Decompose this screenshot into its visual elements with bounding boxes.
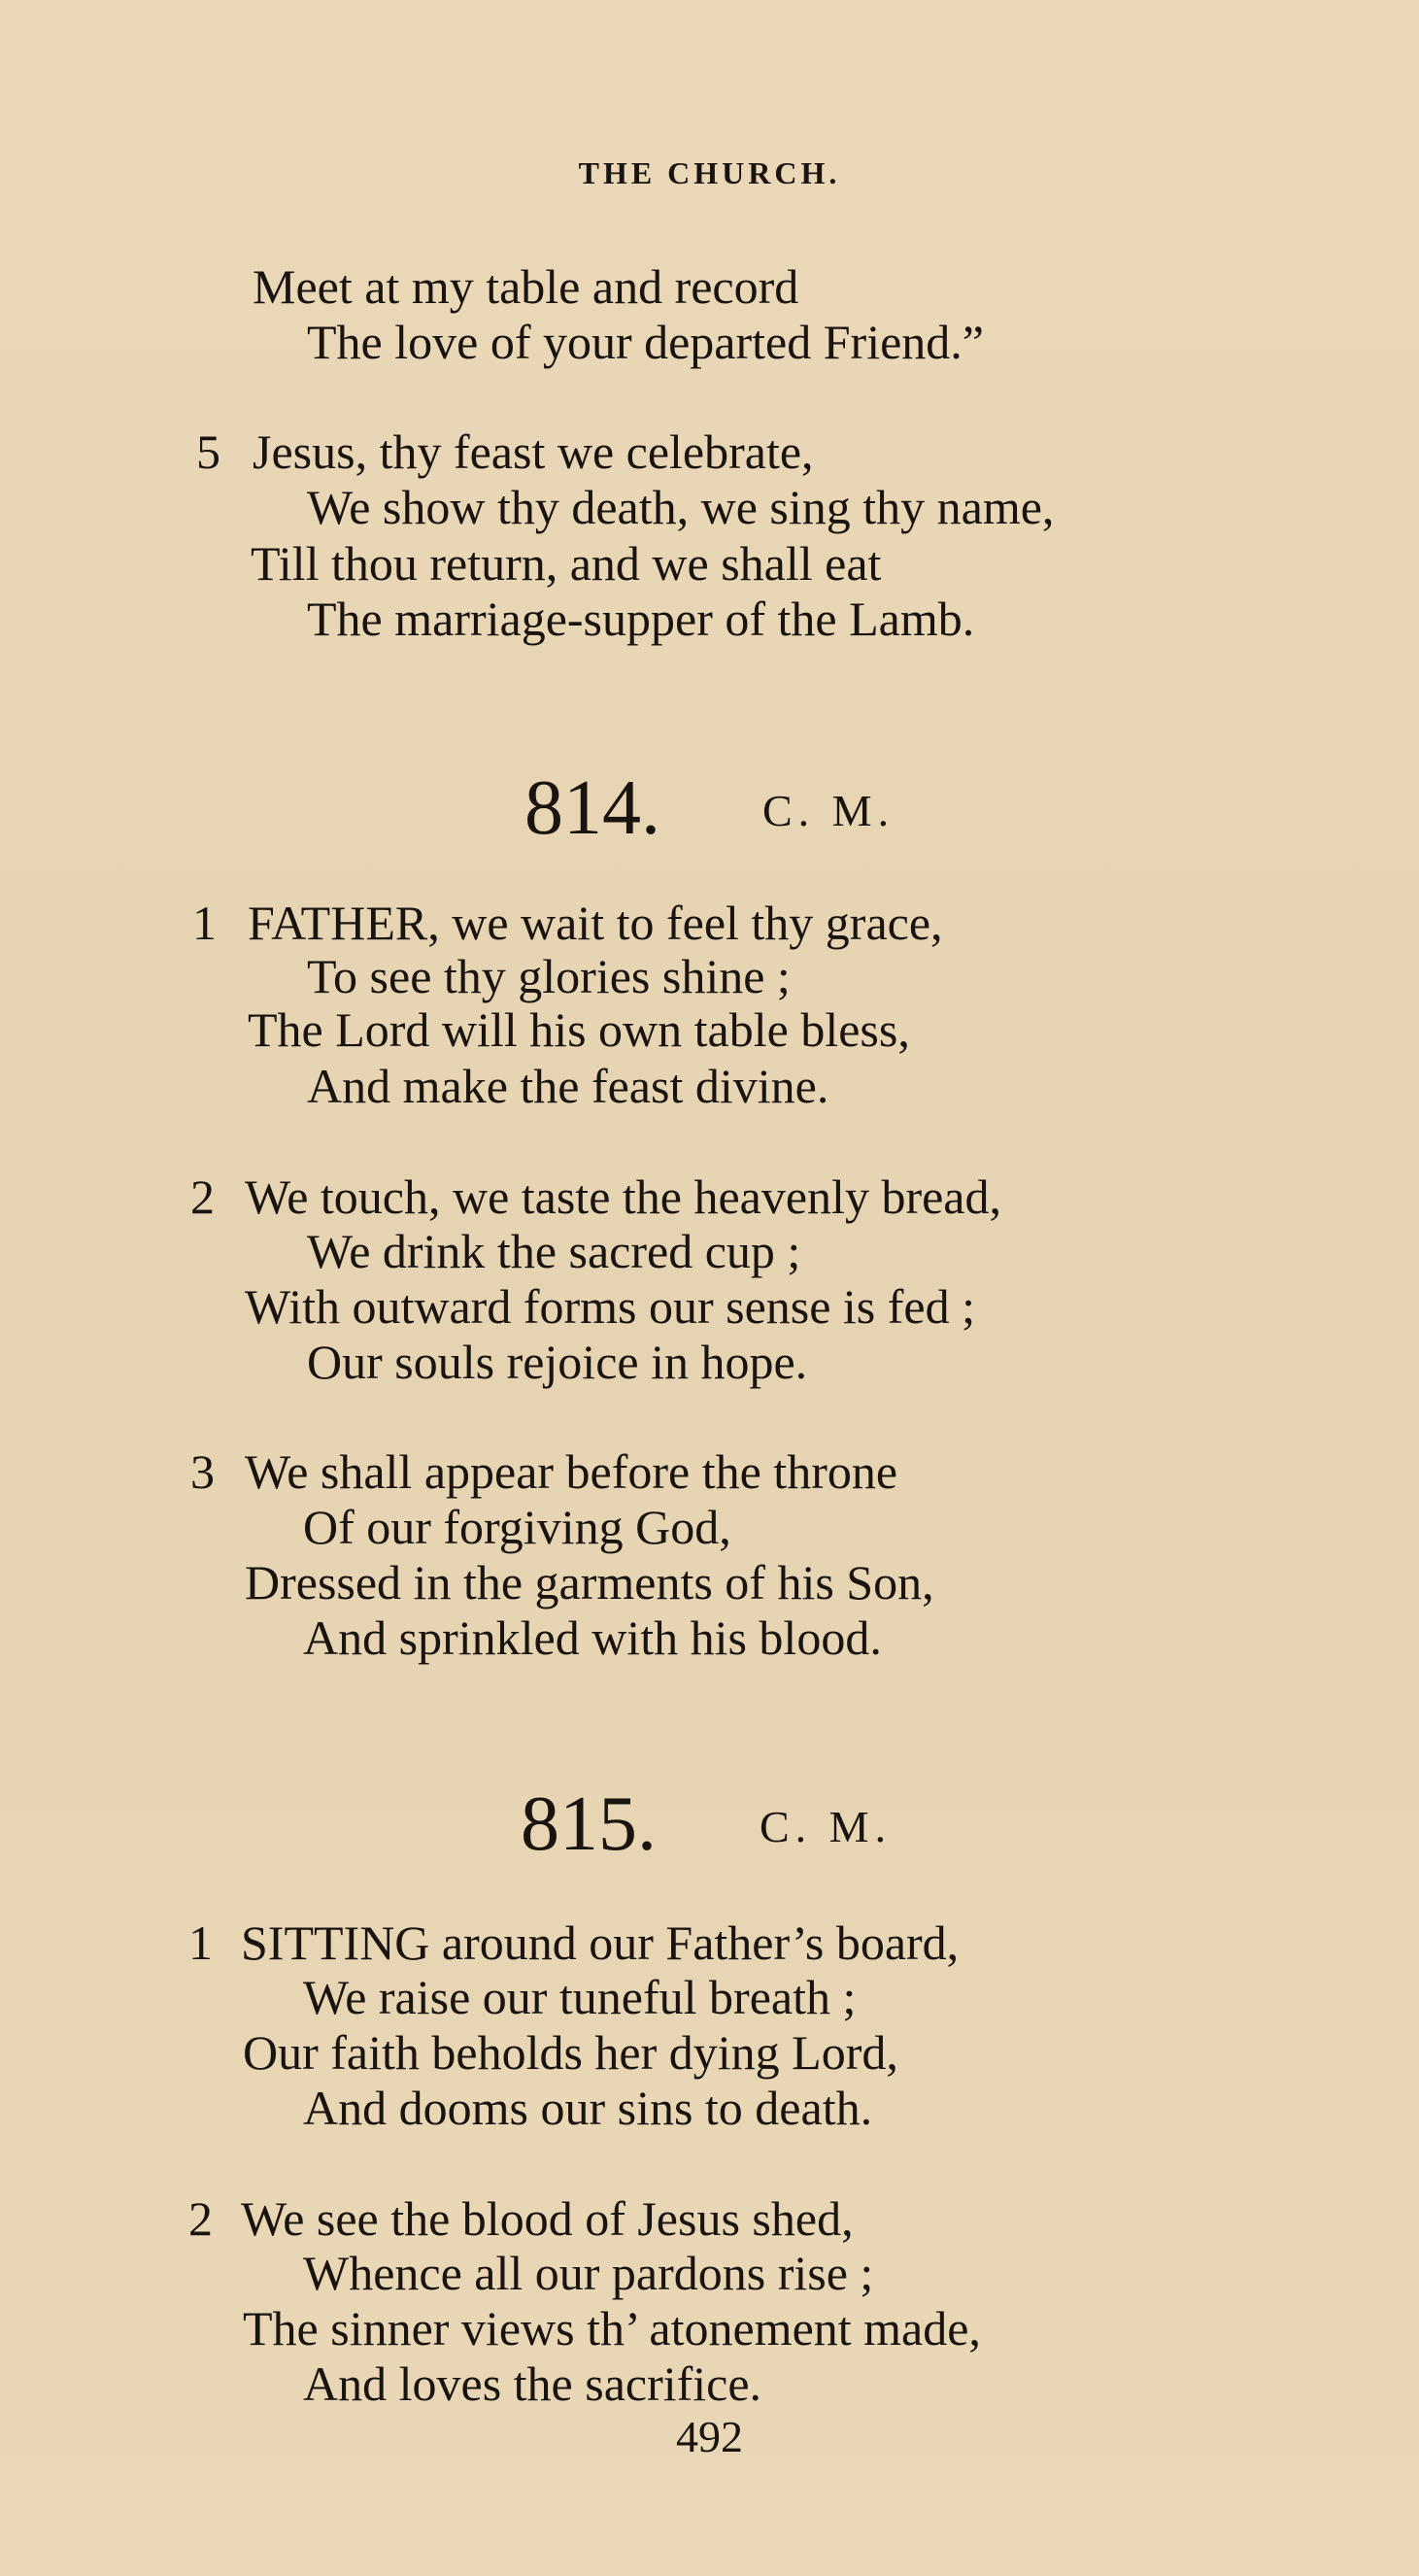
hymn-line: We raise our tuneful breath ; xyxy=(303,1970,857,2024)
verse-number: 5 xyxy=(196,424,220,479)
running-head: THE CHURCH. xyxy=(578,155,841,190)
hymn-line: We drink the sacred cup ; xyxy=(307,1224,801,1278)
hymn-line: The Lord will his own table bless, xyxy=(248,1002,910,1057)
hymn-line: We show thy death, we sing thy name, xyxy=(307,480,1055,534)
verse-number: 3 xyxy=(190,1444,215,1499)
hymn-number: 815. xyxy=(521,1781,657,1867)
hymn-line: To see thy glories shine ; xyxy=(307,949,791,1003)
hymn-line: Our souls rejoice in hope. xyxy=(307,1335,808,1389)
hymn-line: The sinner views th’ atonement made, xyxy=(243,2301,981,2356)
hymn-line: Meet at my table and record xyxy=(253,259,799,314)
hymn-line: Whence all our pardons rise ; xyxy=(303,2246,874,2300)
hymn-line: The marriage-supper of the Lamb. xyxy=(307,592,975,646)
hymn-line: We shall appear before the throne xyxy=(245,1444,898,1499)
hymn-line: And sprinkled with his blood. xyxy=(303,1610,882,1665)
hymn-line: Of our forgiving God, xyxy=(303,1500,731,1554)
hymn-meter: C. M. xyxy=(762,786,895,835)
hymn-line: Our faith beholds her dying Lord, xyxy=(243,2025,898,2080)
hymn-line: And make the feast divine. xyxy=(307,1059,829,1113)
verse-number: 1 xyxy=(188,1915,213,1970)
hymn-line: Dressed in the garments of his Son, xyxy=(245,1555,934,1610)
hymn-line: And loves the sacrifice. xyxy=(303,2356,762,2411)
hymn-line: Jesus, thy feast we celebrate, xyxy=(253,424,814,479)
hymn-line: And dooms our sins to death. xyxy=(303,2081,873,2135)
hymn-line: The love of your departed Friend.” xyxy=(307,315,984,369)
hymn-meter: C. M. xyxy=(760,1802,893,1851)
page-number: 492 xyxy=(676,2412,743,2461)
hymn-line: We see the blood of Jesus shed, xyxy=(241,2191,854,2246)
hymn-number: 814. xyxy=(524,765,660,851)
hymn-line: SITTING around our Father’s board, xyxy=(241,1915,960,1970)
hymn-line: We touch, we taste the heavenly bread, xyxy=(245,1169,1001,1224)
verse-number: 1 xyxy=(192,896,217,950)
hymn-line: Till thou return, and we shall eat xyxy=(251,536,882,591)
verse-number: 2 xyxy=(190,1169,215,1224)
hymn-line: With outward forms our sense is fed ; xyxy=(245,1279,976,1334)
verse-number: 2 xyxy=(188,2191,213,2246)
hymn-line: FATHER, we wait to feel thy grace, xyxy=(248,896,943,950)
